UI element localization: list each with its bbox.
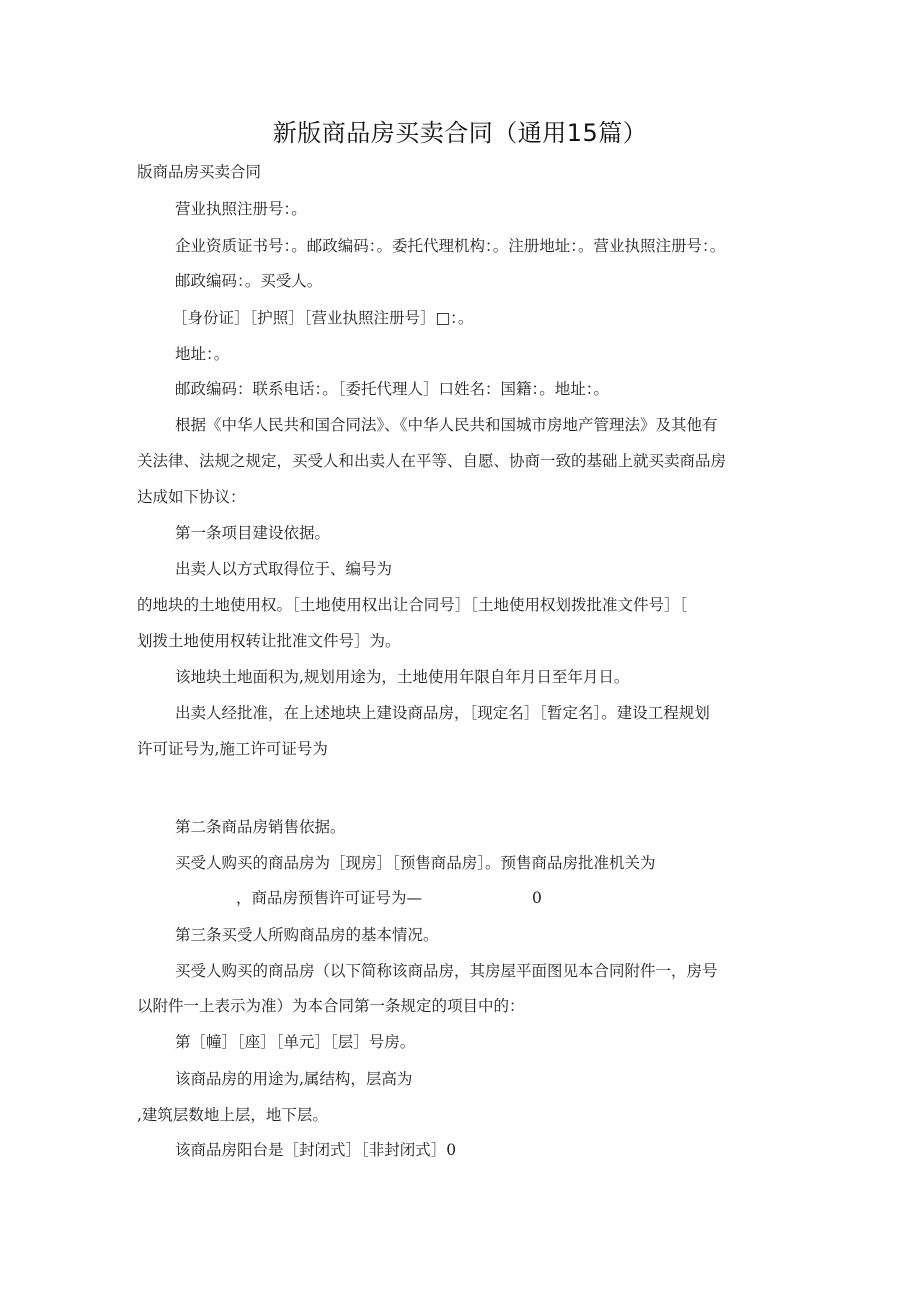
paragraph-line: 企业资质证书号：。邮政编码：。委托代理机构：。注册地址：。营业执照注册号：。 xyxy=(175,237,726,255)
paragraph-line: 邮政编码：联系电话：。［委托代理人］口姓名：国籍：。地址：。 xyxy=(175,380,610,398)
paragraph-line: 出卖人以方式取得位于、编号为 xyxy=(175,560,393,578)
subtitle-line: 版商品房买卖合同 xyxy=(137,163,262,181)
paragraph-line: 出卖人经批准，在上述地块上建设商品房，［现定名］［暂定名］。建设工程规划 xyxy=(175,704,710,722)
paragraph-line: 该地块土地面积为,规划用途为，土地使用年限自年月日至年月日。 xyxy=(175,668,630,686)
paragraph-line: 买受人购买的商品房为［现房］［预售商品房］。预售商品房批准机关为 xyxy=(175,854,656,872)
paragraph-line: ，商品房预售许可证号为— xyxy=(236,889,423,907)
paragraph-fragment: 0 xyxy=(532,889,542,907)
paragraph-line: ,建筑层数地上层，地下层。 xyxy=(137,1106,328,1124)
article-heading: 第一条项目建设依据。 xyxy=(175,524,331,542)
paragraph-line: 地址：。 xyxy=(175,345,230,363)
paragraph-line: 邮政编码：。买受人。 xyxy=(175,272,323,290)
paragraph-line: 划拨土地使用权转让批准文件号］为。 xyxy=(137,632,401,650)
paragraph-line: 第［幢］［座］［单元］［层］号房。 xyxy=(175,1033,416,1051)
article-heading: 第三条买受人所购商品房的基本情况。 xyxy=(175,926,439,944)
paragraph-line: 该商品房阳台是［封闭式］［非封闭式］0 xyxy=(175,1141,457,1159)
article-heading: 第二条商品房销售依据。 xyxy=(175,818,346,836)
paragraph-line: 买受人购买的商品房（以下简称该商品房，其房屋平面图见本合同附件一，房号 xyxy=(175,962,718,980)
paragraph-line: 该商品房的用途为,属结构，层高为 xyxy=(175,1070,413,1088)
paragraph-line: 根据《中华人民共和国合同法》、《中华人民共和国城市房地产管理法》及其他有 xyxy=(175,416,718,434)
paragraph-line: 达成如下协议： xyxy=(137,488,246,506)
document-title: 新版商品房买卖合同（通用15篇） xyxy=(272,119,648,147)
paragraph-line: 关法律、法规之规定，买受人和出卖人在平等、自愿、协商一致的基础上就买卖商品房 xyxy=(137,452,727,470)
paragraph-line: 的地块的土地使用权。［土地使用权出让合同号］［土地使用权划拨批准文件号］［ xyxy=(137,596,688,614)
paragraph-line: 营业执照注册号：。 xyxy=(175,200,307,218)
paragraph-line: 以附件一上表示为准）为本合同第一条规定的项目中的： xyxy=(137,997,525,1015)
paragraph-line: 许可证号为,施工许可证号为 xyxy=(137,740,328,758)
paragraph-line: ［身份证］［护照］［营业执照注册号］□：。 xyxy=(172,309,474,327)
